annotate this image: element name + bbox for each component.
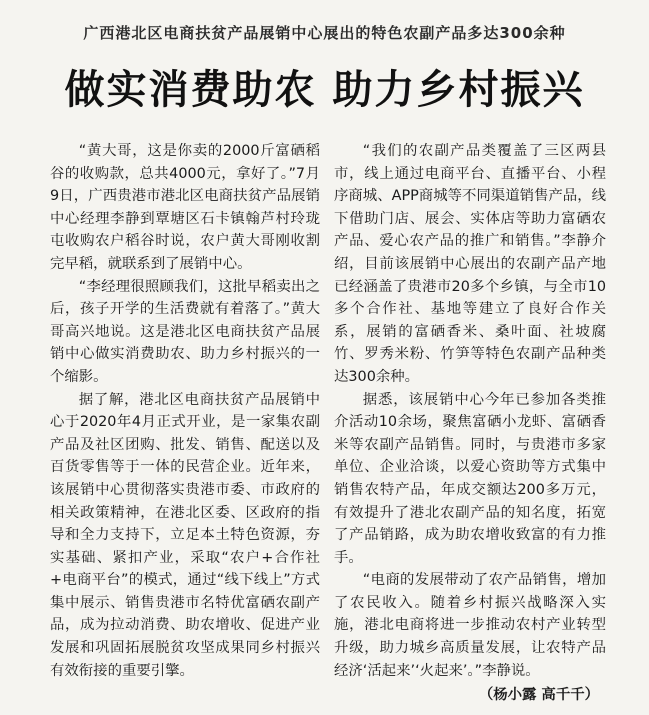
left-column	[50, 140, 320, 682]
article-headline: 做实消费助农 助力乡村振兴	[64, 67, 585, 113]
paragraph: “电商的发展带动了农产品销售，增加了农民收入。随着乡村振兴战略深入实施，港北电商将进一步推动农村产业转型升级，助力城乡高质量发展，让农特产品经济‘活起来’‘火起来’。”李静说。	[334, 572, 606, 679]
paragraph: “黄大哥，这是你卖的2000斤富硒稻谷的收购款，总共4000元，拿好了。”7月9日，广西贵港市港北区电商扶贫产品展销中心经理李静到覃塘区石卡镇翰芦村玲珑屯收购农户稻谷时说，农户黄大哥刚收割完早稻，就联系到了展销中心。	[50, 143, 320, 272]
paragraph: “李经理很照顾我们，这批早稻卖出之后，孩子开学的生活费就有着落了。”黄大哥高兴地说。这是港北区电商扶贫产品展销中心做实消费助农、助力乡村振兴的一个缩影。	[50, 278, 320, 385]
paragraph: 据了解，港北区电商扶贫产品展销中心于2020年4月正式开业，是一家集农副产品及社区团购、批发、销售、配送以及百货零售等于一体的民营企业。近年来，该展销中心贯彻落实贵港市委、市政府的相关政策精神，在港北区委、区政府的指导和全力支持下，立足本土特色资源，夯实基础、紧扣产业，采取“农户+合作社+电商平台”的模式，通过“线下线上”方式集中展示、销售贵港市名特优富硒农副产品，成为拉动消费、助农增收、促进产业发展和巩固拓展脱贫攻坚成果同乡村振兴有效衔接的重要引擎。	[50, 391, 320, 679]
right-column	[334, 140, 606, 682]
paragraph: 据悉，该展销中心今年已参加各类推介活动10余场，聚焦富硒小龙虾、富硒香米等农副产品销售。同时，与贵港市多家单位、企业洽谈，以爱心资助等方式集中销售农特产品，年成交额达200多万元，有效提升了港北农副产品的知名度，拓宽了产品销路，成为助农增收致富的有力推手。	[334, 391, 606, 566]
paragraph: “我们的农副产品类覆盖了三区两县市，线上通过电商平台、直播平台、小程序商城、APP商城等不同渠道销售产品，线下借助门店、展会、实体店等助力富硒农产品、爱心农产品的推广和销售。”李静介绍，目前该展销中心展出的农副产品产地已经涵盖了贵港市20多个乡镇，与全市10多个合作社、基地等建立了良好合作关系，展销的富硒香米、桑叶面、社坡腐竹、罗秀米粉、竹笋等特色农副产品种类达300余种。	[334, 143, 606, 385]
article-byline: （杨小露 高千千）	[478, 687, 599, 703]
article-subtitle: 广西港北区电商扶贫产品展销中心展出的特色农副产品多达300余种	[83, 24, 566, 42]
